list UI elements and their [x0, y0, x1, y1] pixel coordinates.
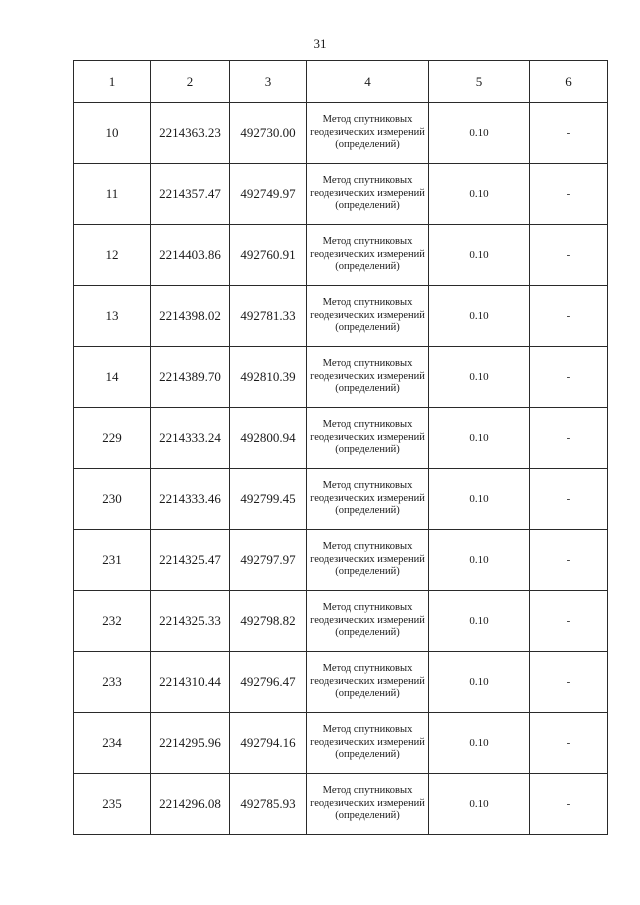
- coord-y: 492798.82: [230, 591, 307, 652]
- accuracy-value: 0.10: [429, 469, 530, 530]
- method-description: Метод спутниковых геодезических измерений (определений): [307, 591, 429, 652]
- coord-x: 2214296.08: [151, 774, 230, 835]
- note-value: -: [530, 164, 608, 225]
- point-number: 11: [74, 164, 151, 225]
- header-row: [74, 61, 608, 103]
- note-value: -: [530, 713, 608, 774]
- method-description: Метод спутниковых геодезических измерений (определений): [307, 103, 429, 164]
- coord-x: 2214389.70: [151, 347, 230, 408]
- accuracy-value: 0.10: [429, 530, 530, 591]
- coord-x: 2214363.23: [151, 103, 230, 164]
- coord-y: 492781.33: [230, 286, 307, 347]
- coord-x: 2214398.02: [151, 286, 230, 347]
- note-value: -: [530, 225, 608, 286]
- coord-y: 492794.16: [230, 713, 307, 774]
- note-value: -: [530, 286, 608, 347]
- coord-y: 492799.45: [230, 469, 307, 530]
- page-number: 31: [313, 36, 327, 51]
- point-number: 233: [74, 652, 151, 713]
- accuracy-value: 0.10: [429, 408, 530, 469]
- note-value: -: [530, 774, 608, 835]
- table-row: [74, 713, 608, 774]
- method-description: Метод спутниковых геодезических измерений (определений): [307, 164, 429, 225]
- coord-x: 2214310.44: [151, 652, 230, 713]
- table-body: [74, 103, 608, 835]
- accuracy-value: 0.10: [429, 103, 530, 164]
- table-row: [74, 652, 608, 713]
- accuracy-value: 0.10: [429, 591, 530, 652]
- method-description: Метод спутниковых геодезических измерений (определений): [307, 469, 429, 530]
- coord-y: 492797.97: [230, 530, 307, 591]
- method-description: Метод спутниковых геодезических измерений (определений): [307, 408, 429, 469]
- point-number: 13: [74, 286, 151, 347]
- coord-y: 492800.94: [230, 408, 307, 469]
- table-row: [74, 591, 608, 652]
- note-value: -: [530, 591, 608, 652]
- accuracy-value: 0.10: [429, 774, 530, 835]
- table-row: [74, 347, 608, 408]
- header-cell-3: 3: [230, 61, 307, 103]
- coord-y: 492785.93: [230, 774, 307, 835]
- point-number: 232: [74, 591, 151, 652]
- accuracy-value: 0.10: [429, 713, 530, 774]
- accuracy-value: 0.10: [429, 652, 530, 713]
- table-row: [74, 103, 608, 164]
- accuracy-value: 0.10: [429, 225, 530, 286]
- note-value: -: [530, 469, 608, 530]
- method-description: Метод спутниковых геодезических измерений (определений): [307, 652, 429, 713]
- table-row: [74, 408, 608, 469]
- table-row: [74, 469, 608, 530]
- method-description: Метод спутниковых геодезических измерений (определений): [307, 225, 429, 286]
- coord-x: 2214333.46: [151, 469, 230, 530]
- point-number: 229: [74, 408, 151, 469]
- coord-y: 492730.00: [230, 103, 307, 164]
- header-cell-2: 2: [151, 61, 230, 103]
- method-description: Метод спутниковых геодезических измерений (определений): [307, 713, 429, 774]
- note-value: -: [530, 652, 608, 713]
- method-description: Метод спутниковых геодезических измерений (определений): [307, 530, 429, 591]
- accuracy-value: 0.10: [429, 286, 530, 347]
- point-number: 235: [74, 774, 151, 835]
- note-value: -: [530, 103, 608, 164]
- header-cell-1: 1: [74, 61, 151, 103]
- point-number: 234: [74, 713, 151, 774]
- method-description: Метод спутниковых геодезических измерений (определений): [307, 347, 429, 408]
- accuracy-value: 0.10: [429, 164, 530, 225]
- point-number: 231: [74, 530, 151, 591]
- coord-x: 2214325.33: [151, 591, 230, 652]
- coord-x: 2214295.96: [151, 713, 230, 774]
- coord-y: 492810.39: [230, 347, 307, 408]
- point-number: 14: [74, 347, 151, 408]
- coordinates-table: [73, 60, 608, 835]
- header-cell-6: 6: [530, 61, 608, 103]
- table-row: [74, 530, 608, 591]
- table-header: [74, 61, 608, 103]
- coord-x: 2214403.86: [151, 225, 230, 286]
- point-number: 10: [74, 103, 151, 164]
- coord-y: 492749.97: [230, 164, 307, 225]
- header-cell-5: 5: [429, 61, 530, 103]
- table-row: [74, 286, 608, 347]
- coord-y: 492760.91: [230, 225, 307, 286]
- coord-y: 492796.47: [230, 652, 307, 713]
- point-number: 230: [74, 469, 151, 530]
- note-value: -: [530, 347, 608, 408]
- coord-x: 2214357.47: [151, 164, 230, 225]
- table-row: [74, 164, 608, 225]
- table-row: [74, 774, 608, 835]
- coord-x: 2214325.47: [151, 530, 230, 591]
- method-description: Метод спутниковых геодезических измерений (определений): [307, 286, 429, 347]
- coord-x: 2214333.24: [151, 408, 230, 469]
- header-cell-4: 4: [307, 61, 429, 103]
- note-value: -: [530, 530, 608, 591]
- point-number: 12: [74, 225, 151, 286]
- method-description: Метод спутниковых геодезических измерений (определений): [307, 774, 429, 835]
- accuracy-value: 0.10: [429, 347, 530, 408]
- note-value: -: [530, 408, 608, 469]
- table-row: [74, 225, 608, 286]
